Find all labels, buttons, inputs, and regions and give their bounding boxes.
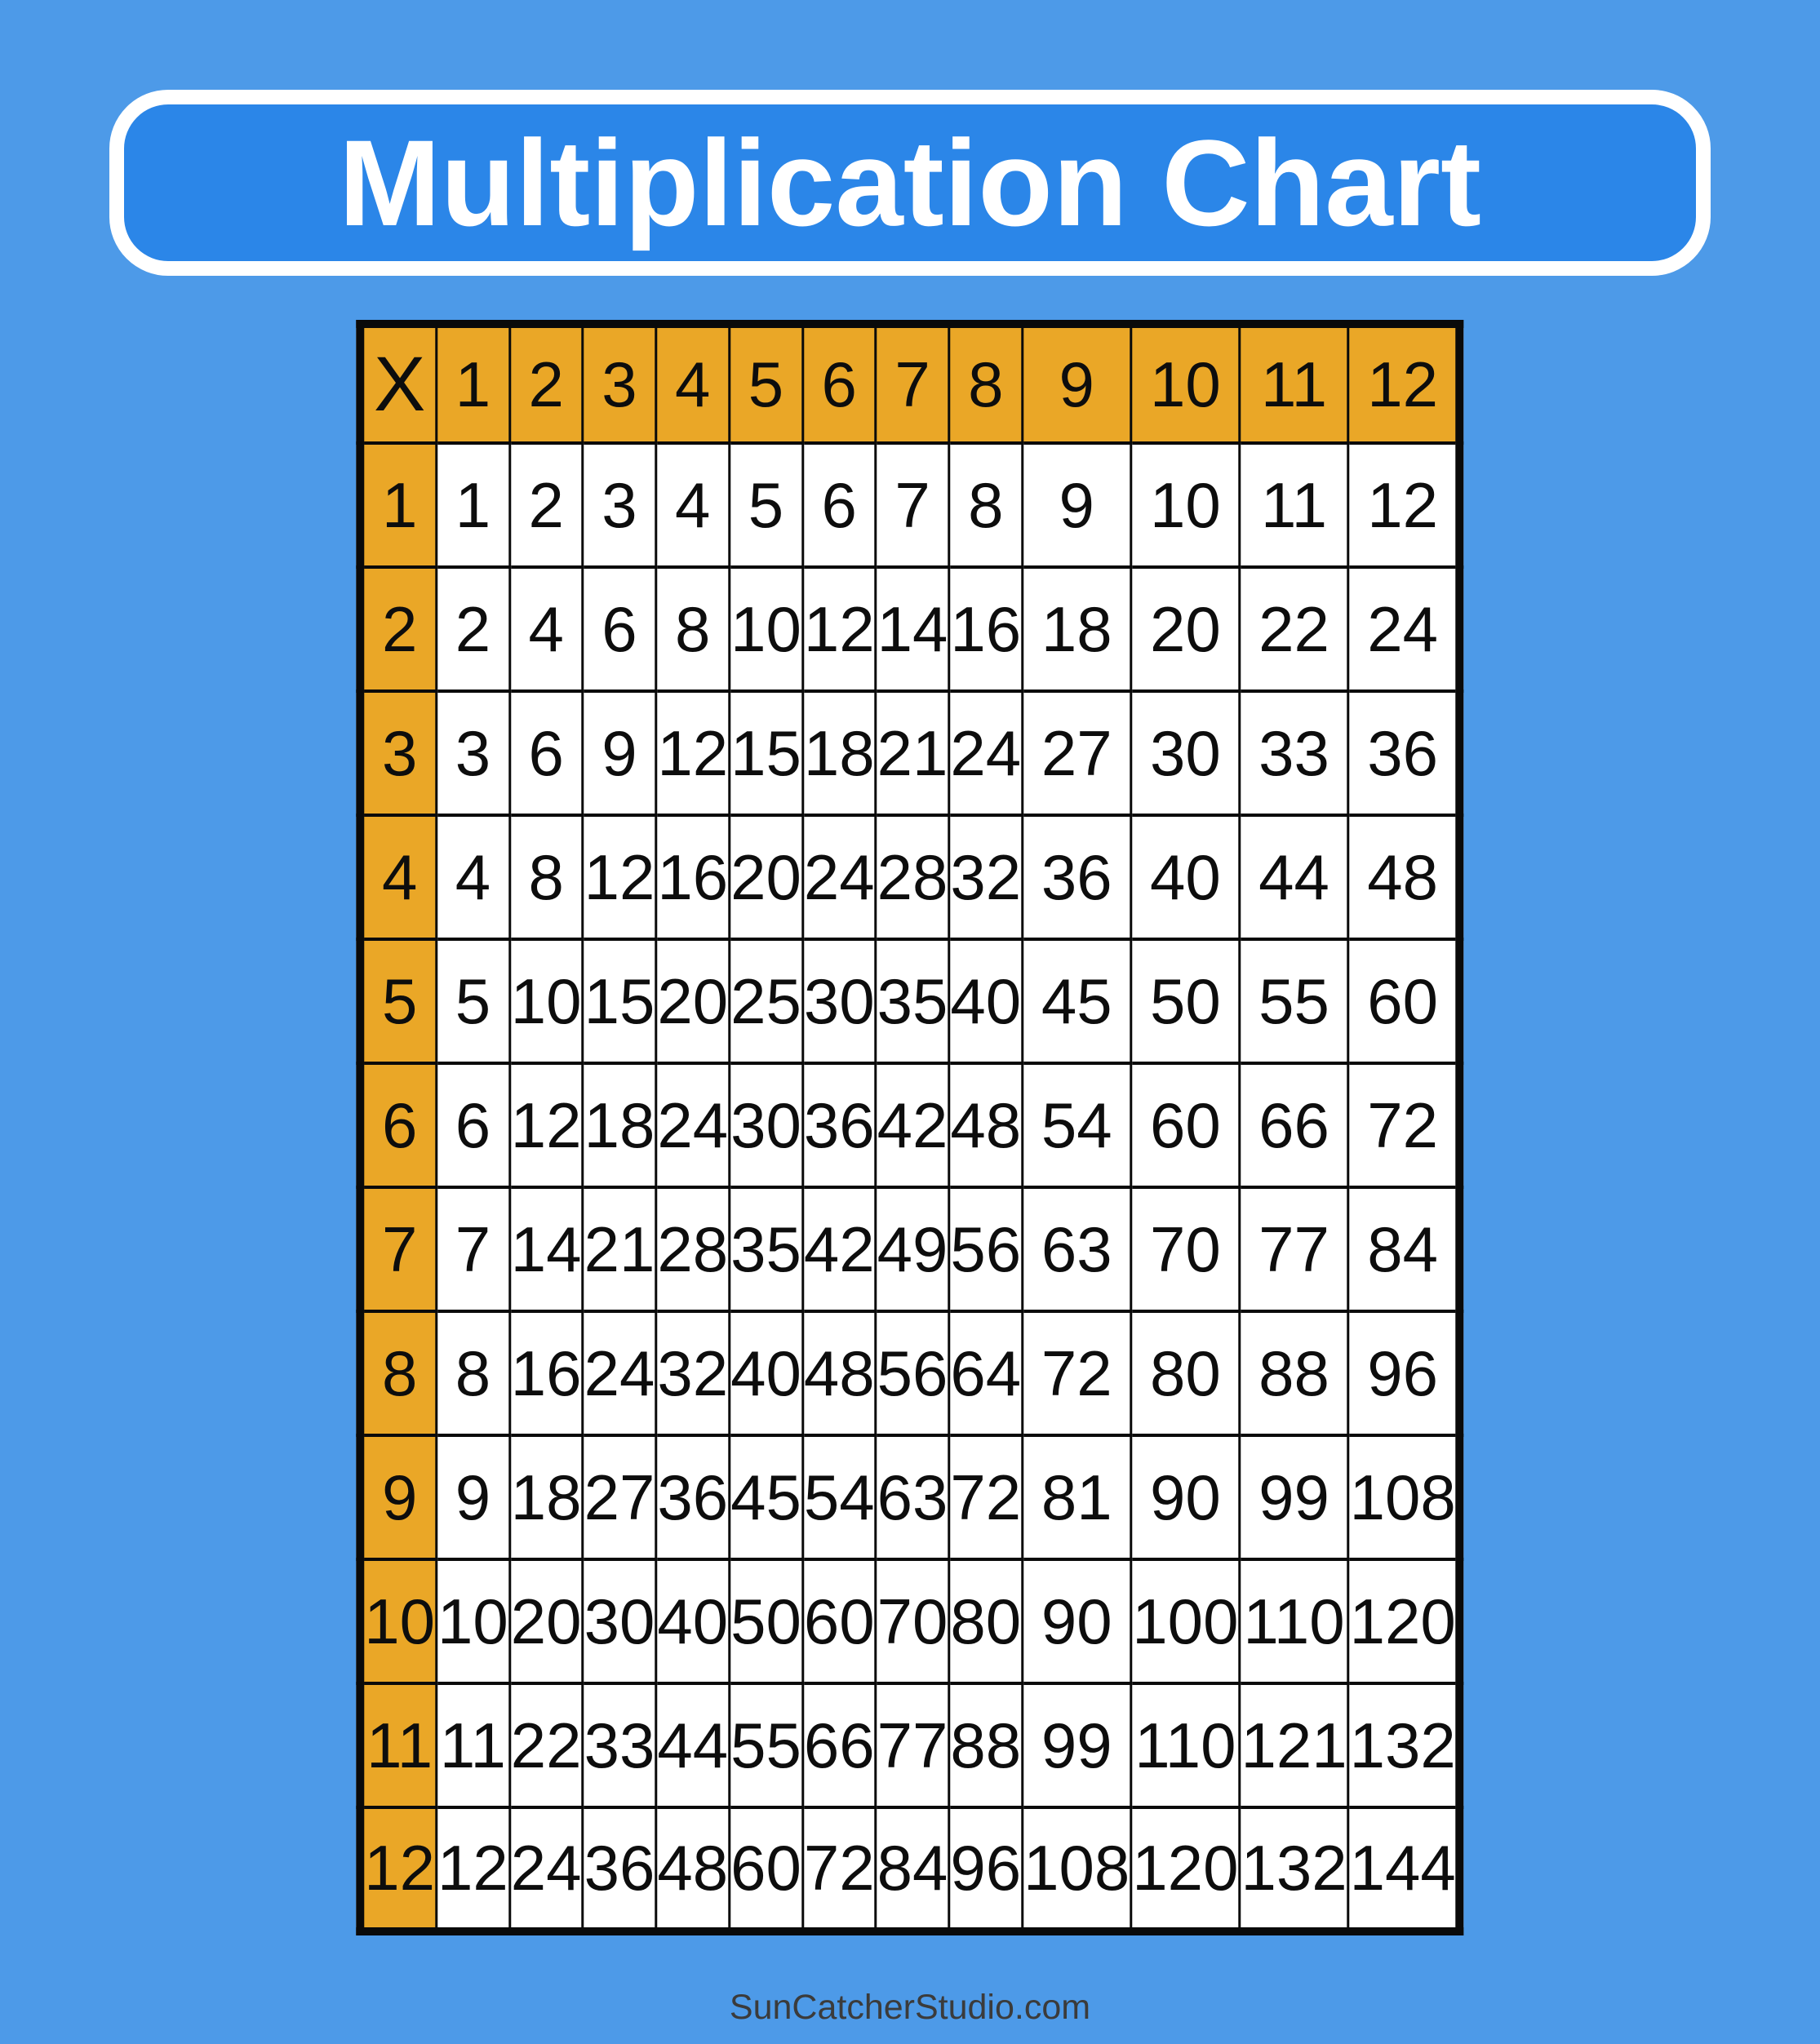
product-cell-7x1: 7 bbox=[437, 1187, 510, 1311]
product-cell-4x9: 36 bbox=[1023, 815, 1131, 939]
product-cell-1x6: 6 bbox=[802, 443, 876, 567]
row-header-10: 10 bbox=[360, 1559, 436, 1683]
product-cell-7x5: 35 bbox=[730, 1187, 803, 1311]
product-cell-5x8: 40 bbox=[949, 939, 1023, 1063]
product-cell-11x9: 99 bbox=[1023, 1683, 1131, 1807]
product-cell-5x6: 30 bbox=[802, 939, 876, 1063]
product-cell-3x10: 30 bbox=[1131, 691, 1240, 815]
table-row bbox=[360, 691, 1459, 815]
product-cell-3x7: 21 bbox=[876, 691, 949, 815]
product-cell-7x9: 63 bbox=[1023, 1187, 1131, 1311]
product-cell-7x7: 49 bbox=[876, 1187, 949, 1311]
product-cell-8x10: 80 bbox=[1131, 1311, 1240, 1435]
product-cell-9x10: 90 bbox=[1131, 1435, 1240, 1559]
table-row bbox=[360, 1683, 1459, 1807]
product-cell-2x12: 24 bbox=[1348, 567, 1460, 691]
table-row bbox=[360, 1063, 1459, 1187]
product-cell-2x8: 16 bbox=[949, 567, 1023, 691]
product-cell-8x11: 88 bbox=[1240, 1311, 1348, 1435]
product-cell-4x5: 20 bbox=[730, 815, 803, 939]
product-cell-11x8: 88 bbox=[949, 1683, 1023, 1807]
product-cell-1x3: 3 bbox=[583, 443, 656, 567]
row-header-6: 6 bbox=[360, 1063, 436, 1187]
row-header-1: 1 bbox=[360, 443, 436, 567]
product-cell-11x2: 22 bbox=[509, 1683, 583, 1807]
product-cell-5x7: 35 bbox=[876, 939, 949, 1063]
col-header-3: 3 bbox=[583, 324, 656, 443]
product-cell-10x11: 110 bbox=[1240, 1559, 1348, 1683]
row-header-9: 9 bbox=[360, 1435, 436, 1559]
product-cell-6x6: 36 bbox=[802, 1063, 876, 1187]
product-cell-12x4: 48 bbox=[656, 1807, 730, 1931]
table-row bbox=[360, 1187, 1459, 1311]
product-cell-2x10: 20 bbox=[1131, 567, 1240, 691]
product-cell-3x4: 12 bbox=[656, 691, 730, 815]
col-header-4: 4 bbox=[656, 324, 730, 443]
product-cell-11x5: 55 bbox=[730, 1683, 803, 1807]
product-cell-3x6: 18 bbox=[802, 691, 876, 815]
product-cell-4x1: 4 bbox=[437, 815, 510, 939]
product-cell-9x9: 81 bbox=[1023, 1435, 1131, 1559]
product-cell-5x12: 60 bbox=[1348, 939, 1460, 1063]
product-cell-11x7: 77 bbox=[876, 1683, 949, 1807]
row-header-5: 5 bbox=[360, 939, 436, 1063]
col-header-7: 7 bbox=[876, 324, 949, 443]
product-cell-1x10: 10 bbox=[1131, 443, 1240, 567]
product-cell-2x1: 2 bbox=[437, 567, 510, 691]
product-cell-9x3: 27 bbox=[583, 1435, 656, 1559]
product-cell-5x2: 10 bbox=[509, 939, 583, 1063]
table-row bbox=[360, 1311, 1459, 1435]
table-row bbox=[360, 567, 1459, 691]
product-cell-10x6: 60 bbox=[802, 1559, 876, 1683]
product-cell-10x2: 20 bbox=[509, 1559, 583, 1683]
row-header-2: 2 bbox=[360, 567, 436, 691]
product-cell-2x2: 4 bbox=[509, 567, 583, 691]
product-cell-4x3: 12 bbox=[583, 815, 656, 939]
product-cell-8x5: 40 bbox=[730, 1311, 803, 1435]
table-row bbox=[360, 1435, 1459, 1559]
product-cell-12x10: 120 bbox=[1131, 1807, 1240, 1931]
product-cell-8x1: 8 bbox=[437, 1311, 510, 1435]
header-row bbox=[360, 324, 1459, 443]
product-cell-9x7: 63 bbox=[876, 1435, 949, 1559]
product-cell-4x12: 48 bbox=[1348, 815, 1460, 939]
product-cell-12x3: 36 bbox=[583, 1807, 656, 1931]
product-cell-11x12: 132 bbox=[1348, 1683, 1460, 1807]
product-cell-6x2: 12 bbox=[509, 1063, 583, 1187]
product-cell-1x12: 12 bbox=[1348, 443, 1460, 567]
product-cell-7x11: 77 bbox=[1240, 1187, 1348, 1311]
product-cell-8x7: 56 bbox=[876, 1311, 949, 1435]
product-cell-3x5: 15 bbox=[730, 691, 803, 815]
product-cell-6x12: 72 bbox=[1348, 1063, 1460, 1187]
product-cell-7x2: 14 bbox=[509, 1187, 583, 1311]
row-header-12: 12 bbox=[360, 1807, 436, 1931]
product-cell-1x5: 5 bbox=[730, 443, 803, 567]
product-cell-11x4: 44 bbox=[656, 1683, 730, 1807]
product-cell-9x1: 9 bbox=[437, 1435, 510, 1559]
product-cell-9x8: 72 bbox=[949, 1435, 1023, 1559]
row-header-8: 8 bbox=[360, 1311, 436, 1435]
row-header-11: 11 bbox=[360, 1683, 436, 1807]
product-cell-12x8: 96 bbox=[949, 1807, 1023, 1931]
product-cell-10x8: 80 bbox=[949, 1559, 1023, 1683]
product-cell-12x12: 144 bbox=[1348, 1807, 1460, 1931]
product-cell-3x2: 6 bbox=[509, 691, 583, 815]
col-header-6: 6 bbox=[802, 324, 876, 443]
title-banner bbox=[109, 90, 1711, 276]
product-cell-10x1: 10 bbox=[437, 1559, 510, 1683]
product-cell-5x5: 25 bbox=[730, 939, 803, 1063]
product-cell-9x2: 18 bbox=[509, 1435, 583, 1559]
product-cell-8x9: 72 bbox=[1023, 1311, 1131, 1435]
footer-credit: SunCatcherStudio.com bbox=[729, 1988, 1091, 2027]
product-cell-11x11: 121 bbox=[1240, 1683, 1348, 1807]
product-cell-8x8: 64 bbox=[949, 1311, 1023, 1435]
product-cell-3x12: 36 bbox=[1348, 691, 1460, 815]
product-cell-9x4: 36 bbox=[656, 1435, 730, 1559]
col-header-8: 8 bbox=[949, 324, 1023, 443]
product-cell-2x11: 22 bbox=[1240, 567, 1348, 691]
row-header-4: 4 bbox=[360, 815, 436, 939]
product-cell-8x4: 32 bbox=[656, 1311, 730, 1435]
product-cell-4x7: 28 bbox=[876, 815, 949, 939]
product-cell-12x5: 60 bbox=[730, 1807, 803, 1931]
product-cell-10x12: 120 bbox=[1348, 1559, 1460, 1683]
product-cell-6x11: 66 bbox=[1240, 1063, 1348, 1187]
product-cell-8x2: 16 bbox=[509, 1311, 583, 1435]
product-cell-5x10: 50 bbox=[1131, 939, 1240, 1063]
product-cell-6x3: 18 bbox=[583, 1063, 656, 1187]
product-cell-5x3: 15 bbox=[583, 939, 656, 1063]
product-cell-1x11: 11 bbox=[1240, 443, 1348, 567]
product-cell-2x9: 18 bbox=[1023, 567, 1131, 691]
product-cell-2x4: 8 bbox=[656, 567, 730, 691]
col-header-2: 2 bbox=[509, 324, 583, 443]
product-cell-6x10: 60 bbox=[1131, 1063, 1240, 1187]
col-header-12: 12 bbox=[1348, 324, 1460, 443]
product-cell-4x10: 40 bbox=[1131, 815, 1240, 939]
product-cell-5x1: 5 bbox=[437, 939, 510, 1063]
product-cell-2x7: 14 bbox=[876, 567, 949, 691]
product-cell-3x8: 24 bbox=[949, 691, 1023, 815]
table-body bbox=[360, 443, 1459, 1931]
product-cell-1x9: 9 bbox=[1023, 443, 1131, 567]
product-cell-12x6: 72 bbox=[802, 1807, 876, 1931]
product-cell-11x6: 66 bbox=[802, 1683, 876, 1807]
product-cell-9x12: 108 bbox=[1348, 1435, 1460, 1559]
table-row bbox=[360, 1807, 1459, 1931]
product-cell-11x10: 110 bbox=[1131, 1683, 1240, 1807]
product-cell-11x1: 11 bbox=[437, 1683, 510, 1807]
product-cell-3x1: 3 bbox=[437, 691, 510, 815]
table-row bbox=[360, 939, 1459, 1063]
product-cell-1x2: 2 bbox=[509, 443, 583, 567]
product-cell-6x5: 30 bbox=[730, 1063, 803, 1187]
col-header-10: 10 bbox=[1131, 324, 1240, 443]
product-cell-4x11: 44 bbox=[1240, 815, 1348, 939]
product-cell-10x5: 50 bbox=[730, 1559, 803, 1683]
product-cell-5x4: 20 bbox=[656, 939, 730, 1063]
product-cell-5x9: 45 bbox=[1023, 939, 1131, 1063]
product-cell-6x1: 6 bbox=[437, 1063, 510, 1187]
row-header-3: 3 bbox=[360, 691, 436, 815]
col-header-9: 9 bbox=[1023, 324, 1131, 443]
product-cell-12x11: 132 bbox=[1240, 1807, 1348, 1931]
product-cell-6x9: 54 bbox=[1023, 1063, 1131, 1187]
product-cell-3x3: 9 bbox=[583, 691, 656, 815]
product-cell-5x11: 55 bbox=[1240, 939, 1348, 1063]
col-header-1: 1 bbox=[437, 324, 510, 443]
product-cell-10x7: 70 bbox=[876, 1559, 949, 1683]
row-header-7: 7 bbox=[360, 1187, 436, 1311]
col-header-11: 11 bbox=[1240, 324, 1348, 443]
product-cell-1x7: 7 bbox=[876, 443, 949, 567]
product-cell-3x11: 33 bbox=[1240, 691, 1348, 815]
page-title: Multiplication Chart bbox=[339, 114, 1481, 251]
product-cell-10x10: 100 bbox=[1131, 1559, 1240, 1683]
product-cell-7x6: 42 bbox=[802, 1187, 876, 1311]
product-cell-8x6: 48 bbox=[802, 1311, 876, 1435]
multiplication-table-container bbox=[356, 320, 1463, 1935]
product-cell-1x8: 8 bbox=[949, 443, 1023, 567]
product-cell-7x10: 70 bbox=[1131, 1187, 1240, 1311]
product-cell-4x8: 32 bbox=[949, 815, 1023, 939]
product-cell-8x3: 24 bbox=[583, 1311, 656, 1435]
product-cell-9x5: 45 bbox=[730, 1435, 803, 1559]
product-cell-2x6: 12 bbox=[802, 567, 876, 691]
product-cell-6x7: 42 bbox=[876, 1063, 949, 1187]
product-cell-12x1: 12 bbox=[437, 1807, 510, 1931]
corner-x-cell: X bbox=[360, 324, 436, 443]
product-cell-10x9: 90 bbox=[1023, 1559, 1131, 1683]
multiplication-table bbox=[356, 320, 1463, 1935]
product-cell-6x8: 48 bbox=[949, 1063, 1023, 1187]
product-cell-1x1: 1 bbox=[437, 443, 510, 567]
product-cell-4x4: 16 bbox=[656, 815, 730, 939]
table-row bbox=[360, 1559, 1459, 1683]
product-cell-12x7: 84 bbox=[876, 1807, 949, 1931]
product-cell-7x3: 21 bbox=[583, 1187, 656, 1311]
product-cell-9x11: 99 bbox=[1240, 1435, 1348, 1559]
product-cell-11x3: 33 bbox=[583, 1683, 656, 1807]
product-cell-4x6: 24 bbox=[802, 815, 876, 939]
table-row bbox=[360, 815, 1459, 939]
product-cell-7x12: 84 bbox=[1348, 1187, 1460, 1311]
product-cell-7x8: 56 bbox=[949, 1187, 1023, 1311]
product-cell-2x5: 10 bbox=[730, 567, 803, 691]
product-cell-1x4: 4 bbox=[656, 443, 730, 567]
table-row bbox=[360, 443, 1459, 567]
product-cell-12x2: 24 bbox=[509, 1807, 583, 1931]
product-cell-10x3: 30 bbox=[583, 1559, 656, 1683]
product-cell-9x6: 54 bbox=[802, 1435, 876, 1559]
col-header-5: 5 bbox=[730, 324, 803, 443]
product-cell-3x9: 27 bbox=[1023, 691, 1131, 815]
product-cell-4x2: 8 bbox=[509, 815, 583, 939]
product-cell-6x4: 24 bbox=[656, 1063, 730, 1187]
product-cell-8x12: 96 bbox=[1348, 1311, 1460, 1435]
product-cell-12x9: 108 bbox=[1023, 1807, 1131, 1931]
product-cell-2x3: 6 bbox=[583, 567, 656, 691]
product-cell-10x4: 40 bbox=[656, 1559, 730, 1683]
table-header bbox=[360, 324, 1459, 443]
product-cell-7x4: 28 bbox=[656, 1187, 730, 1311]
